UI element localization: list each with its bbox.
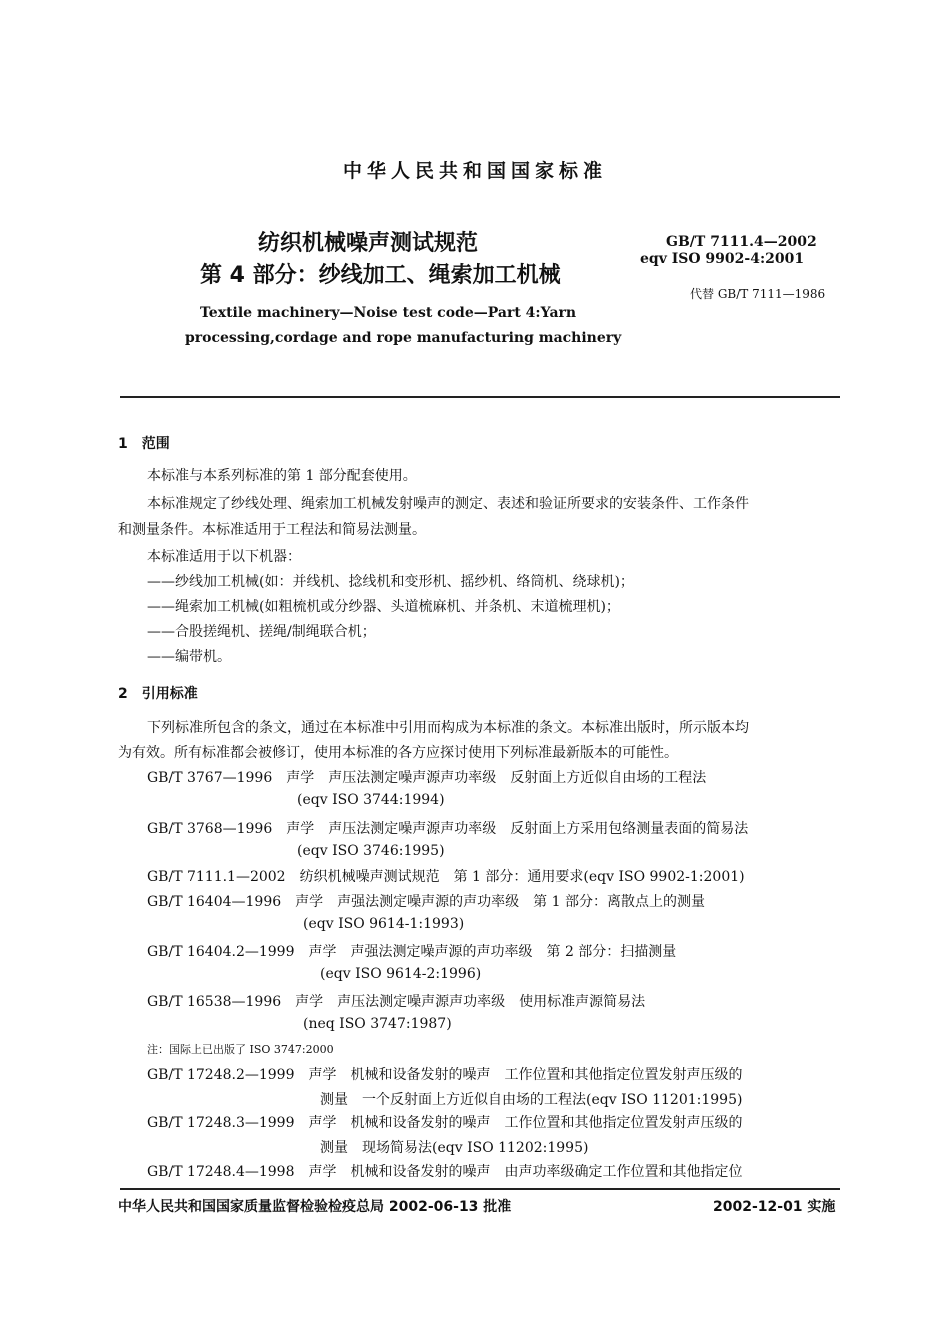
reference-entry-continuation: 测量 现场简易法(eqv ISO 11202:1995) (320, 1140, 589, 1156)
reference-entry-continuation: 测量 一个反射面上方近似自由场的工程法(eqv ISO 11201:1995) (320, 1092, 743, 1108)
reference-entry: GB/T 3767—1996 声学 声压法测定噪声源声功率级 反射面上方近似自由场的工程法 (147, 770, 707, 786)
national-standard-header: 中华人民共和国国家标准 (342, 160, 607, 182)
eqv-code: eqv ISO 9902-4:2001 (640, 251, 805, 267)
reference-note: 注：国际上已出版了 ISO 3747:2000 (147, 1043, 334, 1056)
reference-entry: GB/T 17248.4—1998 声学 机械和设备发射的噪声 由声功率级确定工作位置和其他指定位 (147, 1164, 743, 1180)
section1-paragraph2-line2: 和测量条件。本标准适用于工程法和简易法测量。 (118, 522, 426, 538)
section1-paragraph2-line1: 本标准规定了纱线处理、绳索加工机械发射噪声的测定、表述和验证所要求的安装条件、工作条件 (147, 496, 749, 512)
title-en-line1: Textile machinery—Noise test code—Part 4:Yarn (200, 305, 577, 321)
reference-entry: GB/T 17248.2—1999 声学 机械和设备发射的噪声 工作位置和其他指定位置发射声压级的 (147, 1067, 743, 1083)
replaces-code: 代替 GB/T 7111—1986 (690, 287, 826, 301)
footer-effective-date: 2002-12-01 实施 (713, 1199, 836, 1215)
reference-entry-eqv: (eqv ISO 3744:1994) (297, 792, 445, 808)
title-cn-line1: 纺织机械噪声测试规范 (258, 231, 479, 256)
standard-code: GB/T 7111.4—2002 (666, 234, 817, 250)
reference-entry: GB/T 16404—1996 声学 声强法测定噪声源的声功率级 第 1 部分：离散点上的测量 (147, 894, 705, 910)
reference-entry: GB/T 16404.2—1999 声学 声强法测定噪声源的声功率级 第 2 部分：扫描测量 (147, 944, 677, 960)
reference-entry: GB/T 16538—1996 声学 声压法测定噪声源声功率级 使用标准声源简易法 (147, 994, 646, 1010)
section1-paragraph3: 本标准适用于以下机器： (147, 549, 301, 565)
reference-entry-eqv: (eqv ISO 3746:1995) (297, 843, 445, 859)
list-item: ——编带机。 (147, 649, 231, 665)
title-en-line2: processing,cordage and rope manufacturing machinery (185, 330, 622, 346)
reference-entry-eqv: (eqv ISO 9614-1:1993) (303, 916, 465, 932)
list-item: ——纱线加工机械(如：并线机、捻线机和变形机、摇纱机、络筒机、绕球机)； (147, 574, 634, 590)
list-item: ——绳索加工机械(如粗梳机或分纱器、头道梳麻机、并条机、末道梳理机)； (147, 599, 620, 615)
section2-paragraph-line1: 下列标准所包含的条文，通过在本标准中引用而构成为本标准的条文。本标准出版时，所示版本均 (147, 720, 749, 736)
header-divider (120, 396, 840, 398)
footer-issuer: 中华人民共和国国家质量监督检验检疫总局 2002-06-13 批准 (118, 1199, 512, 1215)
reference-entry: GB/T 17248.3—1999 声学 机械和设备发射的噪声 工作位置和其他指定位置发射声压级的 (147, 1115, 743, 1131)
footer-divider (120, 1188, 840, 1190)
section1-paragraph1: 本标准与本系列标准的第 1 部分配套使用。 (147, 468, 417, 484)
reference-entry: GB/T 7111.1—2002 纺织机械噪声测试规范 第 1 部分：通用要求(eqv ISO 9902-1:2001) (147, 869, 745, 885)
reference-entry-eqv: (neq ISO 3747:1987) (303, 1016, 452, 1032)
reference-entry-eqv: (eqv ISO 9614-2:1996) (320, 966, 482, 982)
section2-heading: 2 引用标准 (118, 686, 198, 702)
list-item: ——合股搓绳机、搓绳/制绳联合机； (147, 624, 376, 640)
section1-heading: 1 范围 (118, 436, 170, 452)
title-cn-line2: 第 4 部分：纱线加工、绳索加工机械 (200, 263, 561, 288)
section2-paragraph-line2: 为有效。所有标准都会被修订，使用本标准的各方应探讨使用下列标准最新版本的可能性。 (118, 745, 678, 761)
reference-entry: GB/T 3768—1996 声学 声压法测定噪声源声功率级 反射面上方采用包络测量表面的简易法 (147, 821, 749, 837)
